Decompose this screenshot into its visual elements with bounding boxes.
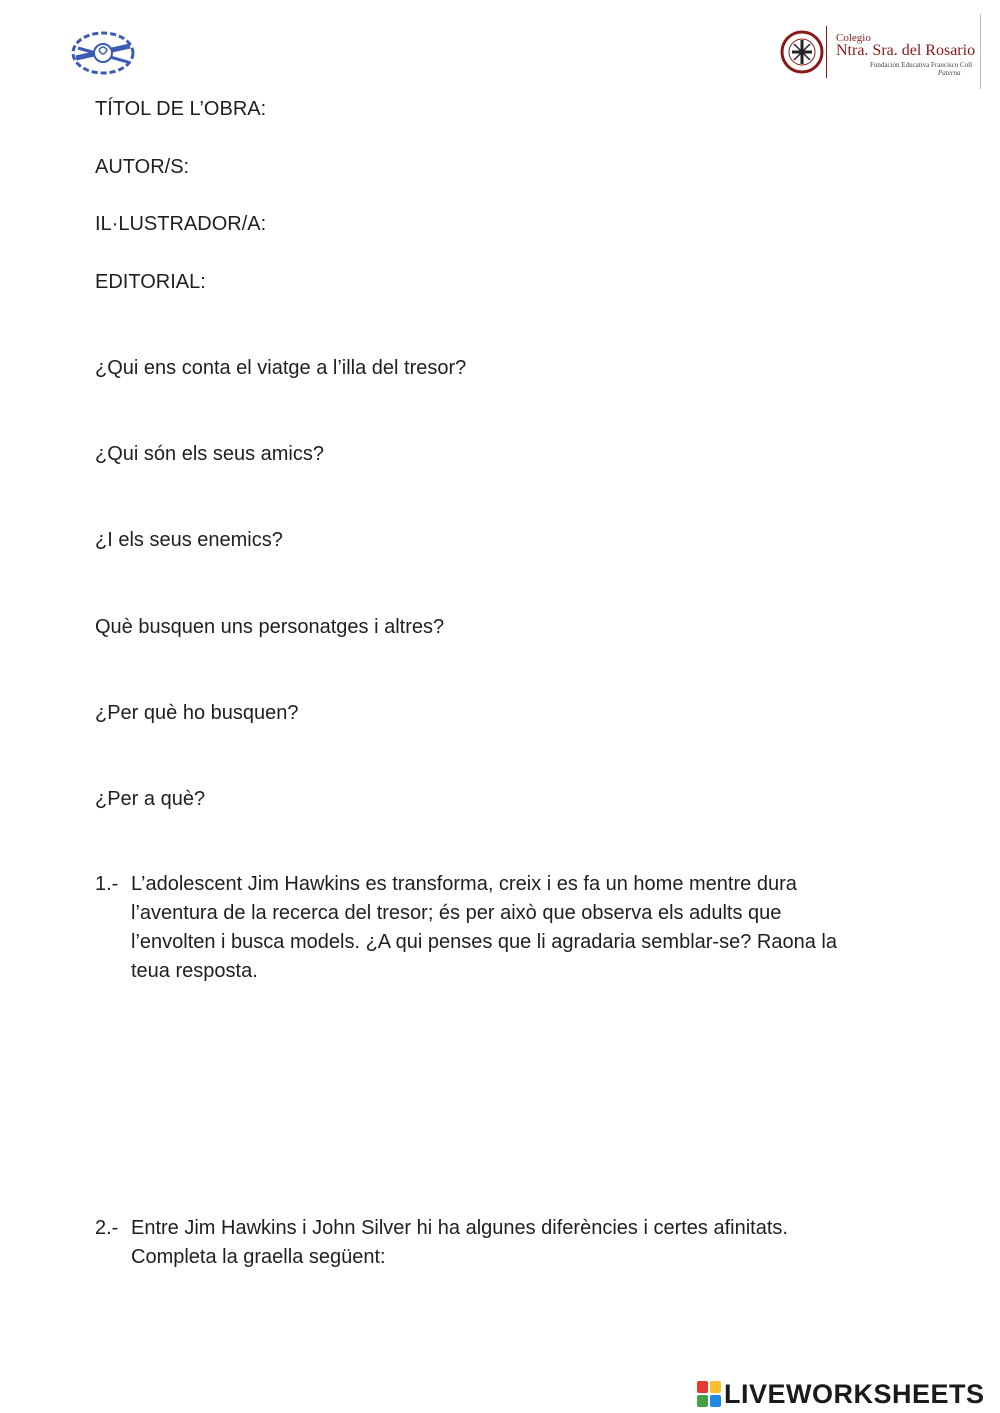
logo-border-line: [980, 14, 981, 89]
item-2-number: 2.-: [95, 1217, 119, 1239]
item-1-line: l’aventura de la recerca del tresor; és per això que observa els adults que: [131, 902, 782, 924]
liveworksheets-logo-icon: [697, 1381, 721, 1407]
item-1-line: teua resposta.: [131, 960, 258, 982]
item-1-number: 1.-: [95, 873, 119, 895]
field-publisher-label: EDITORIAL:: [95, 271, 206, 293]
question-2: ¿Qui són els seus amics?: [95, 443, 324, 465]
logo-separator: [826, 26, 827, 78]
question-6: ¿Per a què?: [95, 788, 206, 810]
liveworksheets-brand: [697, 1378, 985, 1410]
field-author-label: AUTOR/S:: [95, 156, 190, 178]
question-4: Què busquen uns personatges i altres?: [95, 616, 445, 638]
question-5: ¿Per què ho busquen?: [95, 702, 299, 724]
item-2-text: [131, 1214, 901, 1272]
item-2-line: Entre Jim Hawkins i John Silver hi ha algunes diferències i certes afinitats.: [131, 1217, 788, 1239]
item-1-text: [131, 870, 901, 986]
field-illustrator-label: IL·LUSTRADOR/A:: [95, 213, 267, 235]
logo-colegio-text: Colegio: [836, 32, 871, 44]
field-title-label: TÍTOL DE L’OBRA:: [95, 98, 267, 120]
school-seal-icon: [780, 28, 824, 76]
item-1-line: L’adolescent Jim Hawkins es transforma, creix i es fa un home mentre dura: [131, 873, 797, 895]
question-3: ¿I els seus enemics?: [95, 529, 283, 551]
item-2-line: Completa la graella següent:: [131, 1246, 386, 1268]
logo-subtitle: Fundación Educativa Francisco Coll: [870, 61, 973, 69]
item-1-line: l’envolten i busca models. ¿A qui penses que li agradaria semblar-se? Raona la: [131, 931, 837, 953]
question-1: ¿Qui ens conta el viatge a l’illa del tresor?: [95, 357, 467, 379]
logo-town: Paterna: [938, 69, 961, 77]
left-school-logo: [68, 28, 138, 78]
logo-school-name: Ntra. Sra. del Rosario: [836, 42, 976, 59]
right-school-logo: [778, 24, 988, 84]
liveworksheets-text: LIVEWORKSHEETS: [724, 1378, 985, 1409]
